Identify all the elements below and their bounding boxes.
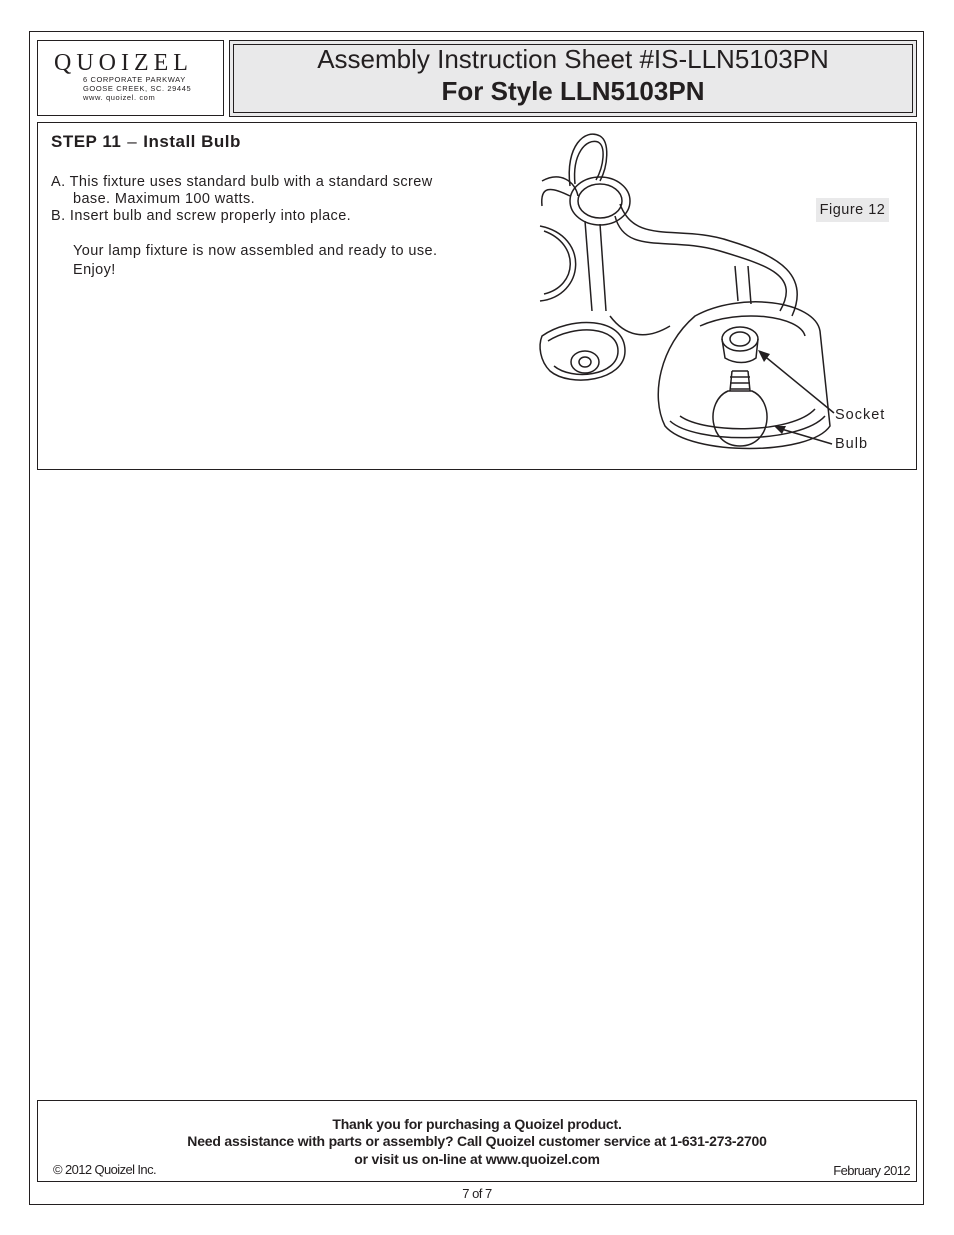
step-number: STEP 11 [51,132,122,151]
fixture-illustration [530,126,840,456]
closing-line-1: Your lamp fixture is now assembled and ready to use. [73,243,438,259]
instruction-a-line-2: base. Maximum 100 watts. [73,191,256,207]
instruction-b: B. Insert bulb and screw properly into place. [51,208,352,224]
address-line-1: 6 CORPORATE PARKWAY [83,75,186,84]
footer-website: or visit us on-line at www.quoizel.com [354,1151,600,1167]
document-date: February 2012 [833,1163,910,1178]
closing-line-2: Enjoy! [73,262,116,278]
document-subtitle: For Style LLN5103PN [441,76,705,106]
step-heading [51,132,241,152]
title-block [229,40,917,117]
document-title: Assembly Instruction Sheet #IS-LLN5103PN [317,44,829,74]
copyright-text: 2012 Quoizel Inc. [65,1162,156,1177]
figure-label: Figure 12 [816,198,889,222]
fixture-arm [615,216,786,311]
right-shade [658,302,830,449]
step-dash: – [127,132,138,151]
instruction-a-line-1: A. This fixture uses standard bulb with a standard screw [51,174,433,190]
socket-callout: Socket [835,407,886,423]
step-name: Install Bulb [143,132,241,151]
footer-thanks: Thank you for purchasing a Quoizel product. [332,1116,622,1132]
page-number: 7 of 7 [462,1186,492,1201]
bulb-callout: Bulb [835,436,869,452]
brand-logo: QUOIZEL [54,50,193,76]
footer-assistance: Need assistance with parts or assembly? Call Quoizel customer service at 1-631-273-2700 [187,1133,767,1149]
address-line-2: GOOSE CREEK, SC. 29445 [83,84,192,93]
footer-block [37,1100,917,1182]
company-logo-block [37,40,224,116]
website-text: www. quoizel. com [83,93,156,102]
copyright-icon: © [53,1162,62,1177]
copyright-notice [53,1162,156,1177]
bulb-socket [722,327,758,351]
